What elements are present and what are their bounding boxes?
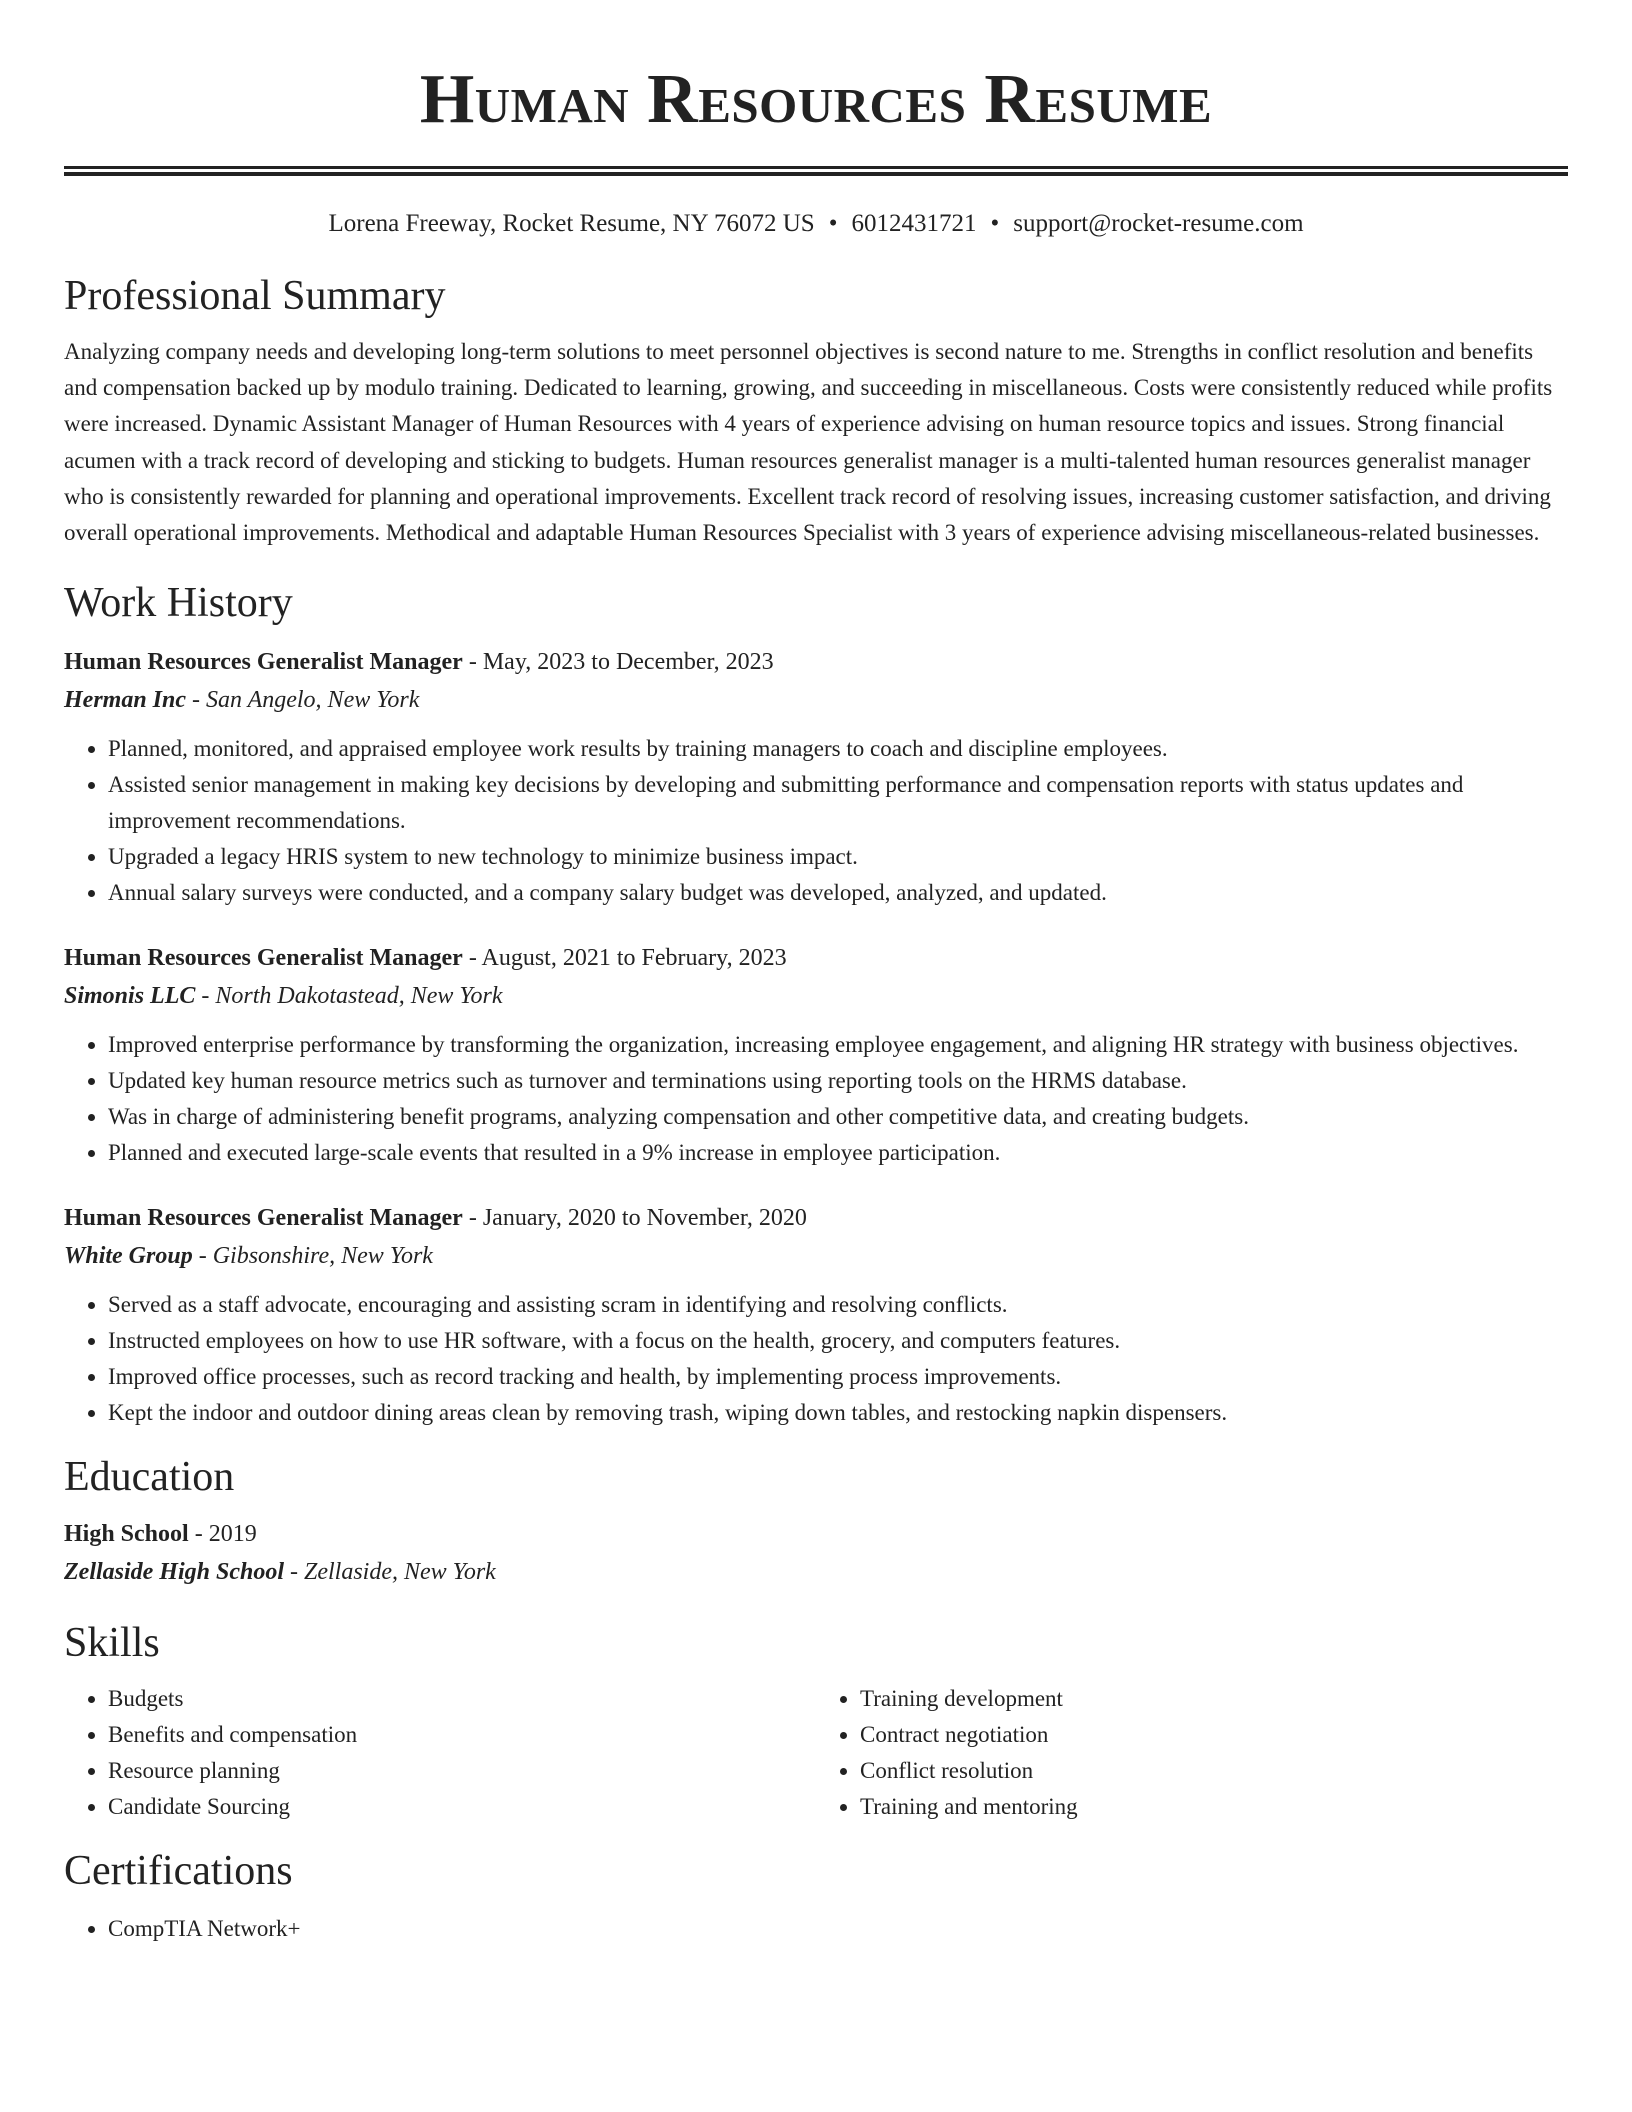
resume-title: Human Resources Resume bbox=[419, 61, 1213, 138]
job-bullet: • Planned, monitored, and appraised employee work results by training managers to coach and discipline employees. bbox=[108, 731, 1568, 767]
job-bullet: • Instructed employees on how to use HR software, with a focus on the health, grocery, and computers features. bbox=[108, 1323, 1568, 1359]
resume-page bbox=[64, 0, 1568, 1947]
skill-item: • Budgets bbox=[108, 1681, 816, 1717]
skill-item: • Resource planning bbox=[108, 1753, 816, 1789]
job-bullet: • Upgraded a legacy HRIS system to new technology to minimize business impact. bbox=[108, 839, 1568, 875]
job-bullet: • Served as a staff advocate, encouraging and assisting scram in identifying and resolving conflicts. bbox=[108, 1287, 1568, 1323]
company-name: White Group bbox=[64, 1243, 193, 1270]
job-bullet: • Improved office processes, such as record tracking and health, by implementing process improvements. bbox=[108, 1359, 1568, 1395]
job-title-line bbox=[64, 643, 1568, 681]
contact-separator: • bbox=[828, 210, 838, 237]
job-bullet: • Kept the indoor and outdoor dining areas clean by removing trash, wiping down tables, and restocking napkin dispensers. bbox=[108, 1395, 1568, 1431]
skills-right-list bbox=[816, 1681, 1568, 1825]
education-year: - 2019 bbox=[188, 1521, 257, 1548]
job-entry bbox=[64, 1199, 1568, 1431]
company-name: Simonis LLC bbox=[64, 983, 196, 1010]
skill-item: • Candidate Sourcing bbox=[108, 1789, 816, 1825]
job-title: Human Resources Generalist Manager bbox=[64, 945, 463, 972]
skills-heading: Skills bbox=[64, 1620, 160, 1667]
skills-columns bbox=[64, 1681, 1568, 1825]
job-dates: - August, 2021 to February, 2023 bbox=[462, 945, 787, 972]
work-history-heading: Work History bbox=[64, 580, 293, 627]
job-bullet: • Improved enterprise performance by transforming the organization, increasing employee engagement, and aligning HR strategy with business objectives. bbox=[108, 1027, 1568, 1063]
education-school-line bbox=[64, 1553, 1568, 1591]
education-location: - Zellaside, New York bbox=[284, 1559, 496, 1586]
skill-item: • Conflict resolution bbox=[860, 1753, 1568, 1789]
contact-email: support@rocket-resume.com bbox=[1013, 210, 1304, 237]
job-bullet: • Planned and executed large-scale events that resulted in a 9% increase in employee participation. bbox=[108, 1135, 1568, 1171]
skill-item: • Benefits and compensation bbox=[108, 1717, 816, 1753]
education-degree-line bbox=[64, 1515, 1568, 1553]
company-location: - Gibsonshire, New York bbox=[192, 1243, 433, 1270]
job-entry bbox=[64, 939, 1568, 1171]
job-title-line bbox=[64, 939, 1568, 977]
job-title-line bbox=[64, 1199, 1568, 1237]
skill-item: • Training development bbox=[860, 1681, 1568, 1717]
company-location: - San Angelo, New York bbox=[186, 687, 420, 714]
job-entry bbox=[64, 643, 1568, 911]
job-title: Human Resources Generalist Manager bbox=[64, 649, 463, 676]
education-heading: Education bbox=[64, 1454, 235, 1501]
job-bullets bbox=[64, 1027, 1568, 1171]
contact-line bbox=[64, 208, 1568, 240]
job-bullets bbox=[64, 731, 1568, 911]
job-bullet: • Annual salary surveys were conducted, and a company salary budget was developed, analyzed, and updated. bbox=[108, 875, 1568, 911]
job-bullet: • Assisted senior management in making key decisions by developing and submitting performance and compensation reports with status updates and improvement recommendations. bbox=[108, 767, 1568, 839]
job-dates: - May, 2023 to December, 2023 bbox=[462, 649, 774, 676]
contact-phone: 6012431721 bbox=[851, 210, 977, 237]
skill-item: • Training and mentoring bbox=[860, 1789, 1568, 1825]
job-dates: - January, 2020 to November, 2020 bbox=[462, 1205, 807, 1232]
company-line bbox=[64, 977, 1568, 1015]
contact-address: Lorena Freeway, Rocket Resume, NY 76072 US bbox=[328, 210, 815, 237]
summary-text: Analyzing company needs and developing long-term solutions to meet personnel objectives is second nature to me. Strengths in conflict resolution and benefits and compensation backed up by modulo training. Dedicated to learning, growing, and succeeding in miscellaneous. Costs were consistently reduced while profits were increased. Dynamic Assistant Manager of Human Resources with 4 years of experience advising on human resource topics and issues. Strong financial acumen with a track record of developing and sticking to budgets. Human resources generalist manager is a multi-talented human resources generalist manager who is consistently rewarded for planning and operational improvements. Excellent track record of resolving issues, increasing customer satisfaction, and driving overall operational improvements. Methodical and adaptable Human Resources Specialist with 3 years of experience advising miscellaneous-related businesses. bbox=[64, 339, 1553, 546]
company-line bbox=[64, 681, 1568, 719]
job-bullets bbox=[64, 1287, 1568, 1431]
contact-separator: • bbox=[990, 210, 1000, 237]
company-line bbox=[64, 1237, 1568, 1275]
company-name: Herman Inc bbox=[64, 687, 187, 714]
job-bullet: • Updated key human resource metrics such as turnover and terminations using reporting tools on the HRMS database. bbox=[108, 1063, 1568, 1099]
education-degree: High School bbox=[64, 1521, 189, 1548]
certifications-list bbox=[64, 1911, 1568, 1947]
job-title: Human Resources Generalist Manager bbox=[64, 1205, 463, 1232]
company-location: - North Dakotastead, New York bbox=[195, 983, 503, 1010]
job-bullet: • Was in charge of administering benefit programs, analyzing compensation and other competitive data, and creating budgets. bbox=[108, 1099, 1568, 1135]
skills-left-list bbox=[64, 1681, 816, 1825]
title-divider bbox=[64, 166, 1568, 176]
education-school: Zellaside High School bbox=[64, 1559, 285, 1586]
summary-heading: Professional Summary bbox=[64, 273, 446, 319]
certification-item: • CompTIA Network+ bbox=[108, 1911, 1568, 1947]
certifications-heading: Certifications bbox=[64, 1848, 293, 1895]
skill-item: • Contract negotiation bbox=[860, 1717, 1568, 1753]
